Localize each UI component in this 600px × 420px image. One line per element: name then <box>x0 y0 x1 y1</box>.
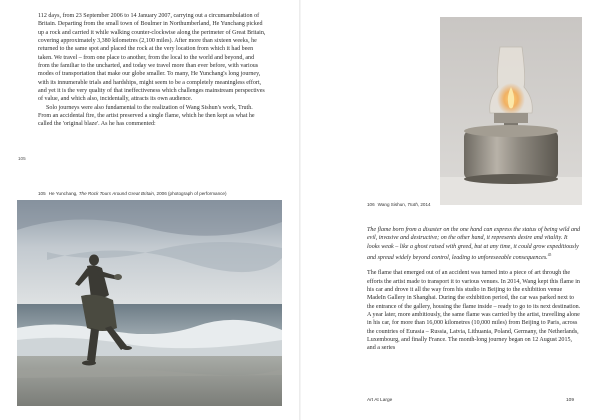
figure-caption-106 <box>367 202 431 207</box>
caption-number: 106 <box>367 202 375 207</box>
caption-details: , 2014 <box>417 202 431 207</box>
figure-caption-105 <box>38 191 278 196</box>
quote-text: The flame born from a disaster on the one hand can express the status of being wild and evil, invasive and destructive; on the other hand, it represents desire and vitality. It looks weak – like a ghost raised with greed, but at any time, it could grow expeditiously and spread widely beyond control, leading to unforeseeable consequences. <box>367 227 581 262</box>
running-footer: Art At Large <box>367 398 393 403</box>
page-number: 109 <box>566 398 575 403</box>
block-quote <box>367 226 581 262</box>
left-paragraph-2: Solo journeys were also fundamental to the realization of Wang Sishun's work, Truth. From an accidental fire, the artist preserved a single flame, which he then kept as what he called the 'original blaze'. As he has commented: <box>38 104 255 128</box>
caption-title: Truth <box>407 202 418 207</box>
right-text-column <box>367 226 581 353</box>
caption-artist: He Yunchang, <box>48 191 79 196</box>
caption-title: The Rock Tours Around Great Britain <box>78 191 154 196</box>
endnote-marker: 45 <box>547 253 552 258</box>
left-paragraph-1: 112 days, from 23 September 2006 to 14 January 2007, carrying out a circumambulation of Britain. Departing from the small town of Boulmer in Northumberland, He Yunchang picked up a rock and carried it while walking counter-clockwise along the perimeter of Great Britain, covering approximately 3,380 kilometres (2,100 miles). After more than sixteen weeks, he returned to the same spot and placed the rock at the very location from which it had been taken. We travel – from one place to another, from the local to the world and beyond, and from the familiar to the uncharted, and today we travel more than ever before, with various modes of transportation that make our globe smaller. To many, He Yunchang's long journey, with its innumerable trials and hardships, might seem to be a completely meaningless effort, and yet it is the very quality of that ineffectiveness which challenges mainstream perspectives of value, and which also, incidentally, attracts its own audience. <box>38 13 266 103</box>
page-gutter <box>299 0 301 420</box>
oil-lamp-photo <box>440 17 582 205</box>
right-paragraph: The flame that emerged out of an accident was turned into a piece of art through the efforts the artist made to transport it to various venues. In 2014, Wang kept this flame in his car and drove it all the way from his studio in Beijing to the exhibition venue MadeIn Gallery in Shanghai. During the exhibition period, the car was parked next to the entrance of the gallery, housing the flame inside – ready to go to its next destination. A year later, more ambitiously, the same flame was carried by the artist, travelling alone in his car, for more than 16,000 kilometres (10,000 miles) from Beijing to Paris, across the countries of Eurasia – Russia, Latvia, Lithuania, Poland, Germany, the Netherlands, Luxembourg, and finally France. The month-long journey began on 12 August 2015, and a series <box>367 270 581 352</box>
caption-artist: Wang Sishun, <box>377 202 408 207</box>
caption-number: 105 <box>38 191 46 196</box>
caption-details: , 2006 (photograph of performance) <box>153 191 227 196</box>
left-text-column <box>38 12 266 129</box>
figure-reference-number: 105 <box>18 156 26 161</box>
rock-in-hands <box>114 274 122 280</box>
beach-performance-photo <box>17 200 282 406</box>
